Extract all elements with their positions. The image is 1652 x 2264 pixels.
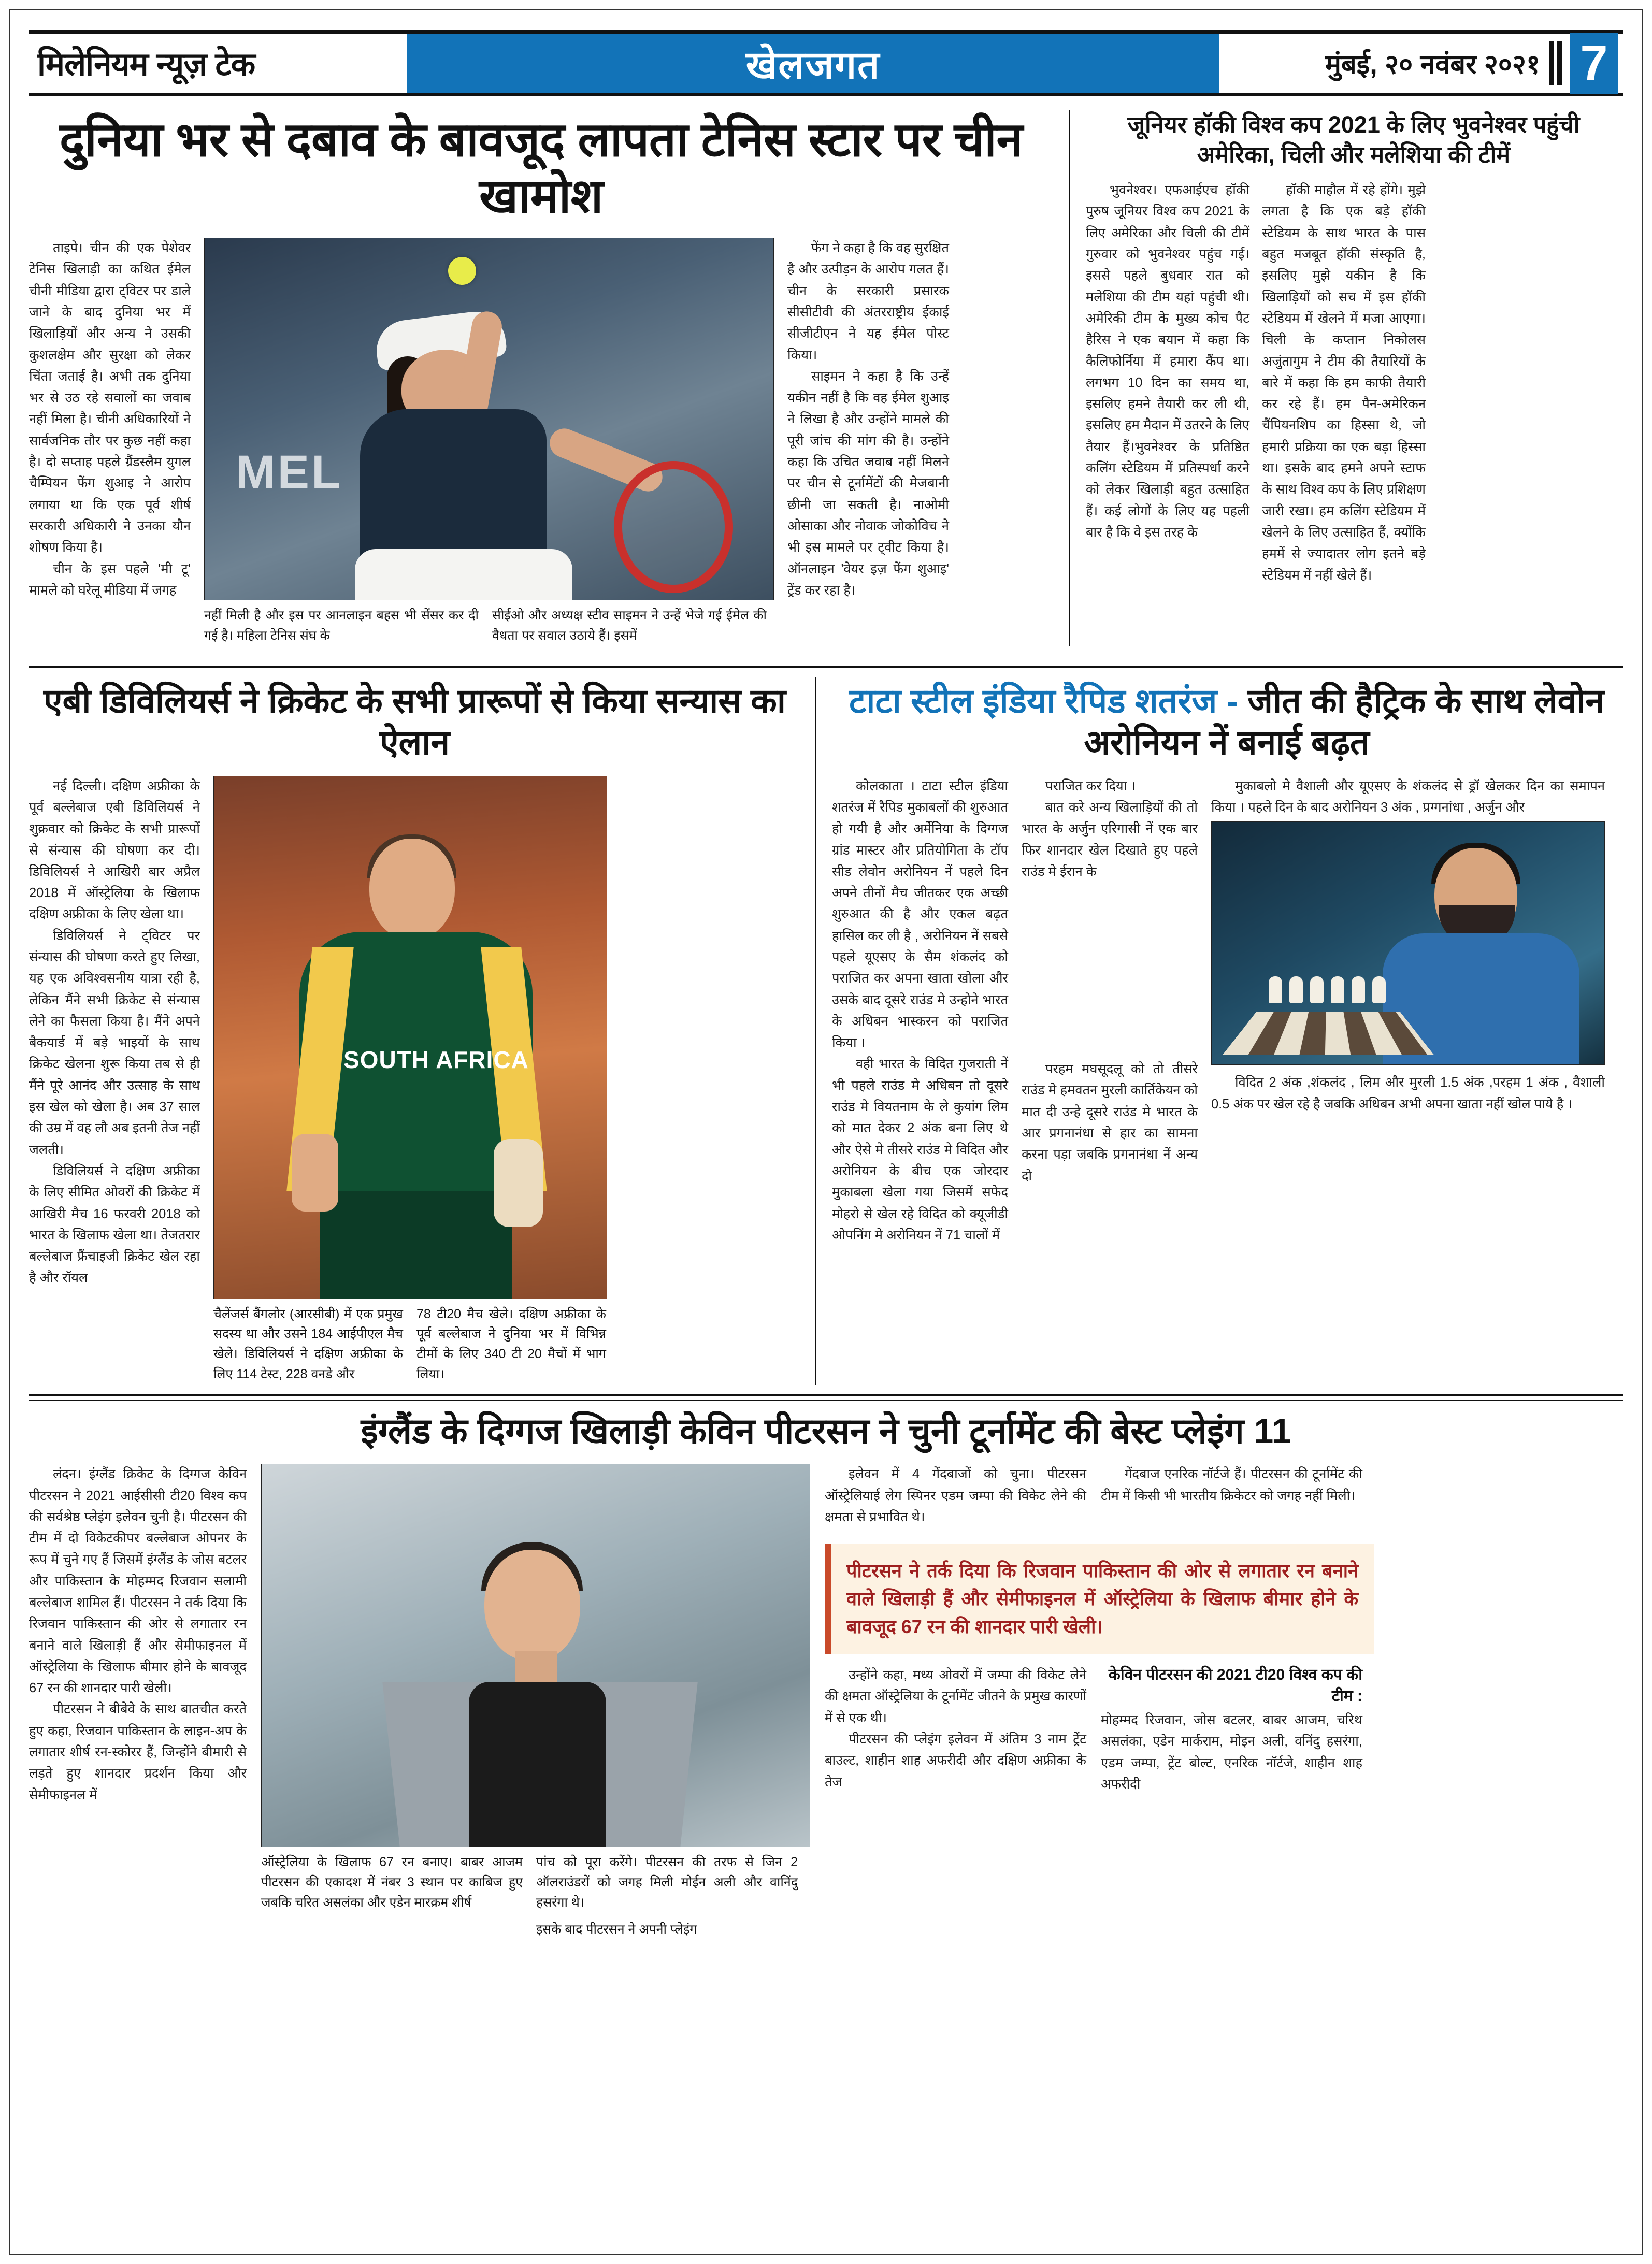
kp-story xyxy=(29,1410,1623,1940)
abd-headline: एबी डिविलियर्स ने क्रिकेट के सभी प्रारूपों से किया सन्यास का ऐलान xyxy=(44,681,786,762)
top-section xyxy=(29,110,1623,656)
chess-column-3 xyxy=(1211,776,1605,1247)
face-shape xyxy=(369,839,455,940)
chess-headline xyxy=(832,680,1621,763)
masthead-date-area xyxy=(1219,34,1623,93)
lead-headline: दुनिया भर से दबाव के बावजूद लापता टेनिस स्टार पर चीन खामोश xyxy=(59,113,1023,223)
hockey-column-1 xyxy=(1086,180,1249,586)
chess-para-5: परहम मघसूदलू को तो तीसरे राउंड मे हमवतन मुरली कार्तिकेयन को मात दी उन्हे दूसरे राउंड मे भारत के आर प्रगनानंधा से हार का सामना करना पड़ा जबकि प्रगनानंधा नें अन्य दो xyxy=(1022,1062,1198,1184)
kp-bottom-columns xyxy=(825,1665,1374,1795)
kp-team-block xyxy=(1101,1665,1362,1795)
background-signage: MEL xyxy=(236,446,343,499)
abd-column-1 xyxy=(29,776,200,1385)
chess-headline-blue: टाटा स्टील इंडिया रैपिड शतरंज - xyxy=(849,681,1248,720)
lead-column-3 xyxy=(787,238,949,646)
divider-2 xyxy=(29,1394,1623,1396)
kp-caption-left: ऑस्ट्रेलिया के खिलाफ 67 रन बनाए। बाबर आजम पीटरसन की एकादश में नंबर 3 स्थान पर काबिज हुए जबकि चरित असलंका और एडेन मारक्रम शीर्ष xyxy=(261,1855,523,1910)
face-shape xyxy=(484,1550,580,1661)
hockey-para-1: भुवनेश्वर। एफआईएच हॉकी पुरुष जूनियर विश्व कप 2021 के लिए अमेरिका और चिली की टीमें गुरुवार को भुवनेश्वर पहुंच गई। इससे पहले बुधवार रात को मलेशिया की टीम यहां पहुंची थी। अमेरिकी टीम के मुख्य कोच पैट हैरिस ने एक बयान में कहा कि कैलिफोर्निया में हमारा कैंप था। लगभग 10 दिन का समय था, इसलिए हमने तैयारी कर ली थी, इसलिए हम मैदान में उतरने के लिए तैयार हैं।भुवनेश्वर के प्रतिष्ठित कलिंग स्टेडियम में प्रतिस्पर्धा करने को लेकर खिलाड़ी बहुत उत्साहित हैं। कई लोगों के लिए यह पहली बार है कि वे इस तरह के xyxy=(1086,183,1249,540)
kp-para-5: उन्होंने कहा, मध्य ओवरों में जम्पा की विकेट लेने की क्षमता ऑस्ट्रेलिया के टूर्नामेंट जीतने के प्रमुख कारणों में से एक थी। xyxy=(825,1668,1086,1725)
abd-caption-right: 78 टी20 मैच खेले। दक्षिण अफ्रीका के पूर्व बल्लेबाज ने दुनिया भर में विभिन्न टीमों के लिए 340 टी 20 मैचों में भाग लिया। xyxy=(416,1306,606,1381)
chess-pieces xyxy=(1269,972,1393,1003)
kp-column-4 xyxy=(1101,1464,1362,1528)
divider-3 xyxy=(29,1400,1623,1401)
kp-caption-right-block xyxy=(536,1852,798,1940)
hockey-columns xyxy=(1086,180,1621,586)
shirt-shape xyxy=(1383,933,1579,1065)
chess-para-2: वही भारत के विदित गुजराती नें भी पहले राउंड मे अधिबन तो दूसरे राउंड मे वियतनाम के ले कुयांग लिम को मात देकर 2 अंक बना लिए थे और ऐसे मे तीसरे राउंड मे विदित और अरोनियन के बीच एक जोरदार मुकाबला खेला गया जिसमें सफेद मोहरो से खेल रहे विदित को क्यूजीडी ओपनिंग मे अरोनियन नें 71 चालों में xyxy=(832,1057,1008,1243)
skirt-shape xyxy=(355,549,572,600)
chess-para-6: मुकाबलो मे वैशाली और यूएसए के शंकलंद से ड्रॉ खेलकर दिन का समापन किया । पहले दिन के बाद अरोनियन 3 अंक , प्रग्गनांधा , अर्जुन और xyxy=(1211,778,1605,815)
kp-column-3 xyxy=(825,1464,1086,1528)
chess-para-1: कोलकाता । टाटा स्टील इंडिया शतरंज में रैपिड मुकाबलों की शुरुआत हो गयी है और अर्मेनिया के दिग्गज ग्रांड मास्टर और प्रतियोगिता के टॉप सीड लेवोन अरोनियन नें पहले दिन अपने तीनों मैच जीतकर एक अच्छी शुरुआत की है और एकल बढ़त हासिल कर ली है , अरोनियन नें सबसे पहले यूएसए के सैम शंकलंद को पराजित कर अपना खाता खोला और उसके बाद दूसरे राउंड मे उन्होने भारत के अधिबन भास्करन को पराजित किया । xyxy=(832,778,1008,1050)
chess-column-2 xyxy=(1022,776,1198,1247)
hockey-headline: जूनियर हॉकी विश्व कप 2021 के लिए भुवनेश्वर पहुंची अमेरिका, चिली और मलेशिया की टीमें xyxy=(1127,111,1580,168)
kp-right-block xyxy=(825,1464,1374,1940)
lead-caption-right: सीईओ और अध्यक्ष स्टीव साइमन ने उन्हें भेजे गई ईमेल की वैधता पर सवाल उठाये हैं। इसमें xyxy=(492,608,767,643)
lead-para-4: साइमन ने कहा है कि उन्हें यकीन नहीं है कि वह ईमेल शुआइ ने लिखा है और उन्होंने मामले की पूरी जांच की मांग की है। उन्होंने कहा कि उचित जवाब नहीं मिलने पर चीन से टूर्नामेंटों की मेजबानी छीनी जा सकती है। नाओमी ओसाका और नोवाक जोकोविच ने भी इस मामले पर ट्वीट किया है। ऑनलाइन 'वेयर इज़ फेंग शुआइ' ट्रेंड कर रहा है। xyxy=(787,369,949,598)
section-banner xyxy=(407,34,1219,93)
kp-caption-right-2: इसके बाद पीटरसन ने अपनी प्लेइंग xyxy=(536,1922,697,1937)
kp-caption-row xyxy=(261,1852,810,1940)
kp-team-heading: केविन पीटरसन की 2021 टी20 विश्व कप की टीम : xyxy=(1108,1666,1362,1705)
abd-para-3: डिविलियर्स ने दक्षिण अफ्रीका के लिए सीमित ओवरों की क्रिकेट में आखिरी मैच 16 फरवरी 2018 को भारत के खिलाफ खेला था। तेजतरार बल्लेबाज फ्रैंचाइजी क्रिकेट खेल रहा है और रॉयल xyxy=(29,1163,200,1286)
levon-aronian-photo xyxy=(1211,821,1605,1065)
kevin-pietersen-photo xyxy=(261,1464,810,1847)
decorative-bars xyxy=(1549,41,1570,85)
jersey-text: SOUTH AFRICA xyxy=(343,1046,529,1073)
tennis-racket xyxy=(614,461,733,593)
kp-column-1 xyxy=(29,1464,247,1940)
kp-photo-block xyxy=(261,1464,810,1940)
chess-columns xyxy=(832,776,1621,1247)
divider-1 xyxy=(29,666,1623,668)
lead-para-3: फेंग ने कहा है कि वह सुरक्षित है और उत्पीड़न के आरोप गलत हैं। चीन के सरकारी प्रसारक सीसीटीवी की अंतरराष्ट्रीय ईकाई सीजीटीएन ने यह ईमेल पोस्ट किया। xyxy=(787,241,949,363)
hockey-column-2 xyxy=(1262,180,1426,586)
lead-column-1 xyxy=(29,238,191,646)
kp-para-3: इलेवन में 4 गेंदबाजों को चुना। पीटरसन ऑस्ट्रेलियाई लेग स्पिनर एडम जम्पा की विकेट लेने की क्षमता से प्रभावित थे। xyxy=(825,1467,1086,1524)
masthead xyxy=(29,30,1623,96)
chess-column-1 xyxy=(832,776,1008,1247)
abd-story xyxy=(29,677,816,1385)
kp-caption-right: पांच को पूरा करेंगे। पीटरसन की तरफ से जिन 2 ऑलराउंडरों को जगह मिली मोईन अली और वानिंदु हसरंगा थे। xyxy=(536,1855,798,1910)
kp-para-1: लंदन। इंग्लैंड क्रिकेट के दिग्गज केविन पीटरसन ने 2021 आईसीसी टी20 विश्व कप की सर्वश्रेष्ठ प्लेइंग इलेवन चुनी है। पीटरसन की टीम में दो विकेटकीपर बल्लेबाज ओपनर के रूप में चुने गए हैं जिसमें इंग्लैंड के जोस बटलर और पाकिस्तान के मोहम्मद रिजवान सलामी बल्लेबाज शामिल हैं। पीटरसन ने तर्क दिया कि रिजवान पाकिस्तान की ओर से लगातार रन बनाने वाले खिलाड़ी हैं और सेमीफाइनल में ऑस्ट्रेलिया के खिलाफ बीमार होने के बावजूद 67 रन की शानदार पारी खेली। xyxy=(29,1467,247,1696)
abd-photo-block xyxy=(213,776,607,1385)
ab-de-villiers-photo xyxy=(213,776,607,1299)
chess-column-3-text-2 xyxy=(1211,1072,1605,1115)
kp-columns xyxy=(29,1464,1623,1940)
publication-logo: मिलेनियम न्यूज़ टेक xyxy=(37,47,255,82)
kp-column-5 xyxy=(825,1665,1086,1795)
kp-right-top-columns xyxy=(825,1464,1374,1528)
kp-highlight-quote: पीटरसन ने तर्क दिया कि रिजवान पाकिस्तान की ओर से लगातार रन बनाने वाले खिलाड़ी हैं और सेमीफाइनल में ऑस्ट्रेलिया के खिलाफ बीमार होने के बावजूद 67 रन की शानदार पारी खेली। xyxy=(825,1544,1374,1654)
trousers-shape xyxy=(320,1191,512,1299)
edition-date: मुंबई, २० नवंबर २०२१ xyxy=(1325,49,1540,80)
hockey-para-2: हॉकी माहौल में रहे होंगे। मुझे लगता है कि एक बड़े हॉकी स्टेडियम के साथ भारत के पास बहुत मजबूत हॉकी संस्कृति है, इसलिए मुझे यकीन है कि खिलाड़ियों को सच में इस हॉकी स्टेडियम में खेलने में मजा आएगा। चिली के कप्तान निकोलस अजुंतागुम ने टीम की तैयारियों के बारे में कहा कि हम काफी तैयारी कर रहे हैं। हम पैन-अमेरिकन चैंपियनशिप का हिस्सा थे, जो हमारी प्रक्रिया का एक बड़ा हिस्सा था। इसके बाद हमने अपने स्टाफ के साथ विश्व कप के लिए प्रशिक्षण जारी रखा। हम कलिंग स्टेडियम में खेलने के लिए उत्साहित हैं, क्योंकि हममें से ज्यादातर लोग इतने बड़े स्टेडियम में नहीं खेले हैं। xyxy=(1262,183,1426,583)
glove-right xyxy=(494,1139,543,1227)
abd-columns xyxy=(29,776,800,1385)
tennis-ball xyxy=(448,257,476,285)
section-title: खेलजगत xyxy=(745,43,881,86)
lead-para-1: ताइपे। चीन की एक पेशेवर टेनिस खिलाड़ी का कथित ईमेल चीनी मीडिया द्वारा ट्विटर पर डाले जाने के बाद दुनिया भर में खिलाड़ियों और अन्य ने उसकी कुशलक्षेम और सुरक्षा को लेकर चिंता जताई है। अभी तक दुनिया भर से उठ रहे सवालों का जवाब नहीं मिला है। चीनी अधिकारियों ने सार्वजनिक तौर पर कुछ नहीं कहा है। दो सप्ताह पहले ग्रैंडस्लैम युगल चैम्पियन फेंग शुआइ ने आरोप लगाया था कि एक पूर्व शीर्ष सरकारी अधिकारी ने उनका यौन शोषण किया है। xyxy=(29,241,191,555)
page-number: 7 xyxy=(1570,33,1618,94)
chess-story xyxy=(816,677,1621,1385)
tennis-player-photo xyxy=(204,238,774,600)
chess-para-7: विदित 2 अंक ,शंकलंद , लिम और मुरली 1.5 अंक ,परहम 1 अंक , वैशाली 0.5 अंक पर खेल रहे है जबकि अधिबन अभी अपना खाता नहीं खोल पाये है । xyxy=(1211,1075,1605,1112)
kp-para-2: पीटरसन ने बीबेवे के साथ बातचीत करते हुए कहा, रिजवान पाकिस्तान के लाइन-अप के लगातार शीर्ष रन-स्कोरर हैं, जिन्होंने बीमारी से लड़ते हुए शानदार प्रदर्शन किया और सेमीफाइनल में xyxy=(29,1702,247,1802)
abd-para-2: डिविलियर्स ने ट्विटर पर संन्यास की घोषणा करते हुए लिखा, यह एक अविश्वसनीय यात्रा रही है, लेकिन मैंने सभी क्रिकेट से संन्यास लेने का फैसला किया है। मैंने अपने बैकयार्ड में बड़े भाइयों के साथ क्रिकेट खेलना शुरू किया तब से ही मैंने पूरे आनंद और उत्साह के साथ इस खेल को खेला है। अब 37 साल की उम्र में वह लौ अब इतनी तेज नहीं जलती। xyxy=(29,928,200,1157)
lead-caption-row xyxy=(204,605,774,646)
lead-photo-block xyxy=(204,238,774,646)
middle-section xyxy=(29,677,1623,1385)
chess-para-4: बात करे अन्य खिलाड़ियों की तो भारत के अर्जुन एरिगासी नें एक बार फिर शानदार खेल दिखाते हुए पहले राउंड मे ईरान के xyxy=(1022,800,1198,879)
kp-para-4: गेंदबाज एनरिक नॉर्टजे हैं। पीटरसन की टूर्नामेंट की टीम में किसी भी भारतीय क्रिकेटर को जगह नहीं मिली। xyxy=(1101,1467,1362,1503)
abd-caption-left: चैलेंजर्स बैंगलोर (आरसीबी) में एक प्रमुख सदस्य था और उसने 184 आईपीएल मैच खेले। डिविलियर्स ने दक्षिण अफ्रीका के लिए 114 टेस्ट, 228 वनडे और xyxy=(213,1306,403,1381)
hand-left xyxy=(292,1134,338,1212)
shirt-shape xyxy=(469,1682,606,1847)
chess-column-3-text xyxy=(1211,776,1605,819)
lead-para-2: चीन के इस पहले 'मी टू' मामले को घरेलू मीडिया में जगह xyxy=(29,561,191,598)
abd-caption-row xyxy=(213,1304,607,1385)
lead-columns xyxy=(29,238,1053,646)
chess-headline-black: जीत की हैट्रिक के साथ लेवोन अरोनियन नें बनाई बढ़त xyxy=(1084,681,1605,762)
hockey-story xyxy=(1070,110,1621,646)
kp-headline: इंग्लैंड के दिग्गज खिलाड़ी केविन पीटरसन ने चुनी टूर्नामेंट की बेस्ट प्लेइंग 11 xyxy=(361,1411,1291,1451)
lead-story xyxy=(29,110,1070,646)
lead-caption-left: नहीं मिली है और इस पर आनलाइन बहस भी सेंसर कर दी गई है। महिला टेनिस संघ के xyxy=(204,608,479,643)
kp-team-list: मोहम्मद रिजवान, जोस बटलर, बाबर आजम, चरिथ असलंका, एडेन मार्कराम, मोइन अली, वनिंदु हसरंगा, एडम जम्पा, ट्रेंट बोल्ट, एनरिक नॉर्टजे, शाहीन शाह अफरीदी xyxy=(1101,1713,1362,1792)
chess-para-3: पराजित कर दिया । xyxy=(1045,778,1136,794)
abd-para-1: नई दिल्ली। दक्षिण अफ्रीका के पूर्व बल्लेबाज एबी डिविलियर्स ने शुक्रवार को क्रिकेट के सभी प्रारूपों से संन्यास की घोषणा कर दी। डिविलियर्स ने आखिरी बार अप्रैल 2018 में ऑस्ट्रेलिया के खिलाफ दक्षिण अफ्रीका के लिए खेला था। xyxy=(29,778,200,922)
masthead-logo-area xyxy=(29,34,407,93)
kp-para-6: पीटरसन की प्लेइंग इलेवन में अंतिम 3 नाम ट्रेंट बाउल्ट, शाहीन शाह अफरीदी और दक्षिण अफ्रीका के तेज xyxy=(825,1732,1086,1790)
